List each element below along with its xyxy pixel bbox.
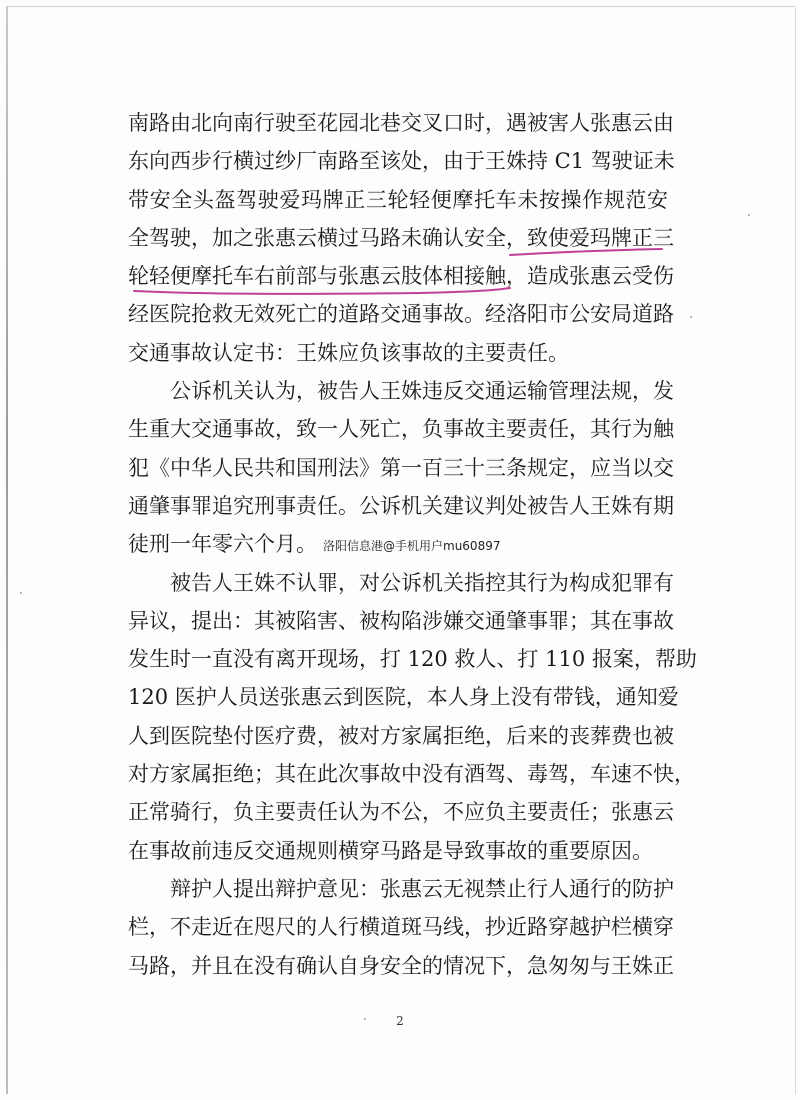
text-line-underlined: 轮轻便摩托车右前部与张惠云肢体相接触，造成张惠云受伤 xyxy=(128,264,674,289)
text-line-underlined: 全驾驶，加之张惠云横过马路未确认安全，致使爱玛牌正三 xyxy=(128,225,674,250)
scan-speck xyxy=(748,214,750,216)
text-line: 带安全头盔驾驶爱玛牌正三轮轻便摩托车未按操作规范安 xyxy=(128,187,668,212)
text-line: 栏，不走近在咫尺的人行横道斑马线，抄近路穿越护栏横穿 xyxy=(128,915,674,940)
text-line: 发生时一直没有离开现场，打 120 救人、打 110 报案，帮助 xyxy=(128,647,697,672)
text-line: 异议，提出：其被陷害、被构陷涉嫌交通肇事罪；其在事故 xyxy=(128,608,674,633)
page-number: 2 xyxy=(396,1014,404,1028)
text-line: 东向西步行横过纱厂南路至该处，由于王姝持 C1 驾驶证未 xyxy=(128,149,675,174)
scan-edge-top xyxy=(6,6,794,7)
scan-edge-left xyxy=(6,6,8,1094)
text-line: 马路，并且在没有确认自身安全的情况下，急匆匆与王姝正 xyxy=(128,953,674,978)
text-line: 交通事故认定书：王姝应负该事故的主要责任。 xyxy=(128,340,569,365)
text-line: 正常骑行，负主要责任认为不公，不应负主要责任；张惠云 xyxy=(128,800,674,825)
text-line: 南路由北向南行驶至花园北巷交叉口时，遇被害人张惠云由 xyxy=(128,111,674,135)
text-line: 经医院抢救无效死亡的道路交通事故。经洛阳市公安局道路 xyxy=(128,302,674,327)
watermark-text: 洛阳信息港@手机用户mu60897 xyxy=(323,538,501,553)
scan-edge-right xyxy=(795,6,796,1094)
text-line: 对方家属拒绝；其在此次事故中没有酒驾、毒驾，车速不快， xyxy=(128,762,695,787)
document-body xyxy=(128,104,697,985)
text-line: 犯《中华人民共和国刑法》第一百三十三条规定，应当以交 xyxy=(128,455,674,480)
text-line: 120 医护人员送张惠云到医院，本人身上没有带钱，通知爱 xyxy=(128,685,679,710)
scan-speck xyxy=(20,592,22,594)
text-line: 徒刑一年零六个月。 xyxy=(128,532,317,557)
text-line-with-watermark xyxy=(128,525,668,563)
paragraph-start: 被告人王姝不认罪，对公诉机关指控其行为构成犯罪有 xyxy=(170,570,674,595)
scan-speck xyxy=(690,316,692,318)
paragraph-start: 公诉机关认为，被告人王姝违反交通运输管理法规，发 xyxy=(170,379,674,404)
text-line: 在事故前违反交通规则横穿马路是导致事故的重要原因。 xyxy=(128,838,653,863)
scan-speck xyxy=(364,1018,366,1020)
paragraph-start: 辩护人提出辩护意见：张惠云无视禁止行人通行的防护 xyxy=(170,876,674,901)
text-line: 人到医院垫付医疗费，被对方家属拒绝，后来的丧葬费也被 xyxy=(128,723,674,748)
text-line: 生重大交通事故，致一人死亡，负事故主要责任，其行为触 xyxy=(128,417,674,442)
text-line: 通肇事罪追究刑事责任。公诉机关建议判处被告人王姝有期 xyxy=(128,493,674,518)
